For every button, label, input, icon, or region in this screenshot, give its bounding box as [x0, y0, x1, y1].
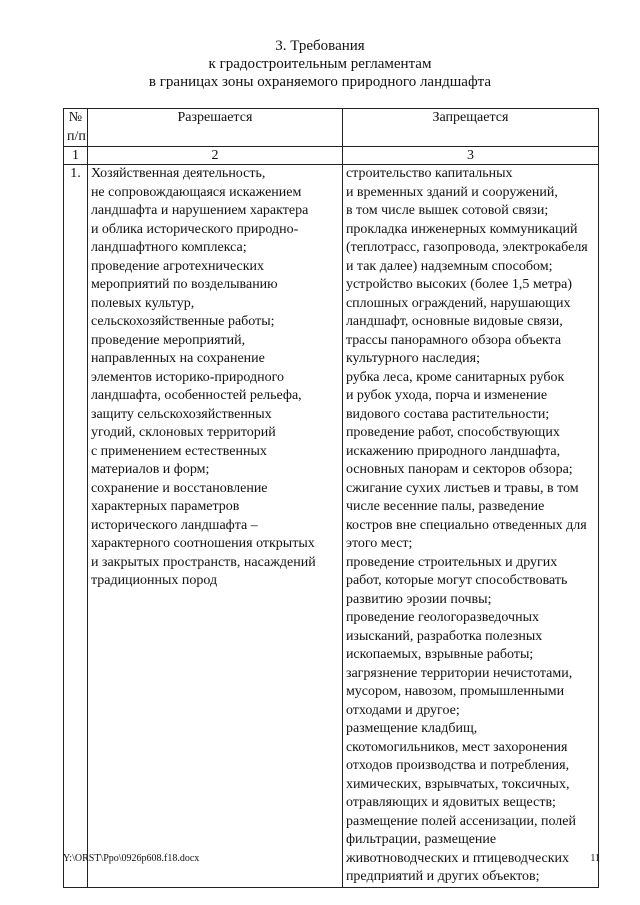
- document-title: [0, 37, 640, 91]
- allowed-cell: [87, 165, 342, 888]
- forbidden-text-line: отходов производства и потребления,: [345, 758, 570, 773]
- forbidden-text-line: и рубок ухода, порча и изменение: [345, 388, 548, 403]
- table-header-row: [64, 109, 599, 147]
- forbidden-text-line: размещение полей ассенизации, полей: [345, 813, 576, 829]
- forbidden-text-line: мусором, навозом, промышленными: [345, 684, 565, 699]
- forbidden-text-line: фильтрации, размещение: [345, 832, 497, 847]
- allowed-text-line: защиту сельскохозяйственных: [90, 406, 272, 422]
- allowed-text-line: Хозяйственная деятельность,: [90, 166, 266, 181]
- forbidden-text-line: скотомогильников, мест захоронения: [345, 739, 568, 755]
- forbidden-text-line: ископаемых, взрывные работы;: [345, 647, 534, 662]
- forbidden-text-line: животноводческих и птицеводческих: [345, 850, 570, 866]
- forbidden-text-line: костров вне специально отведенных для: [345, 517, 587, 533]
- forbidden-text-line: строительство капитальных: [345, 166, 513, 181]
- allowed-text-line: с применением естественных: [90, 443, 267, 459]
- allowed-text-line: элементов историко-природного: [90, 369, 284, 385]
- forbidden-text-line: химических, взрывчатых, токсичных,: [345, 776, 570, 792]
- title-line-3: в границах зоны охраняемого природного ландшафта: [148, 74, 492, 90]
- header-number: № п/п: [64, 109, 88, 147]
- allowed-text-line: материалов и форм;: [90, 462, 210, 477]
- forbidden-text-line: размещение кладбищ,: [345, 721, 478, 736]
- forbidden-text-line: основных панорам и секторов обзора;: [345, 462, 573, 477]
- forbidden-text-line: трассы панорамного обзора объекта: [345, 332, 562, 348]
- allowed-text-line: направленных на сохранение: [90, 351, 265, 366]
- forbidden-text-line: изысканий, разработка полезных: [345, 628, 543, 644]
- forbidden-text-line: сплошных ограждений, нарушающих: [345, 295, 571, 311]
- forbidden-text-line: загрязнение территории нечистотами,: [345, 665, 573, 681]
- forbidden-text-line: проведение строительных и других: [345, 554, 558, 570]
- forbidden-text-line: искажению природного ландшафта,: [345, 443, 561, 459]
- allowed-text-line: характерного соотношения открытых: [90, 536, 315, 551]
- allowed-text-line: традиционных пород: [90, 573, 218, 588]
- forbidden-text-line: (теплотрасс, газопровода, электрокабеля: [345, 240, 588, 255]
- forbidden-text-line: проведение геологоразведочных: [345, 610, 539, 625]
- header-allowed: Разрешается: [87, 109, 342, 147]
- forbidden-text-line: отходами и другое;: [345, 702, 460, 718]
- forbidden-text-line: культурного наследия;: [345, 351, 480, 366]
- column-number-3: 3: [342, 147, 598, 165]
- column-number-1: 1: [64, 147, 88, 165]
- column-number-2: 2: [87, 147, 342, 165]
- forbidden-text-line: предприятий и других объектов;: [345, 869, 540, 884]
- requirements-table: [63, 108, 599, 888]
- forbidden-text-line: видового состава растительности;: [345, 406, 550, 422]
- forbidden-text-line: в том числе вышек сотовой связи;: [345, 203, 549, 218]
- allowed-text-line: проведение агротехнических: [90, 258, 265, 274]
- allowed-text-line: и облика исторического природно-: [90, 221, 299, 237]
- allowed-text-line: ландшафта и нарушением характера: [90, 203, 309, 218]
- forbidden-text-line: и временных зданий и сооружений,: [345, 184, 558, 200]
- forbidden-text-line: прокладка инженерных коммуникаций: [345, 221, 578, 237]
- forbidden-text-line: отравляющих и ядовитых веществ;: [345, 795, 556, 810]
- allowed-text-line: полевых культур,: [90, 295, 195, 311]
- title-line-2: к градостроительным регламентам: [208, 56, 432, 72]
- forbidden-text-line: ландшафт, основные видовые связи,: [345, 314, 563, 329]
- allowed-text-line: характерных параметров: [90, 499, 240, 514]
- forbidden-text-line: числе весенние палы, разведение: [345, 499, 545, 514]
- forbidden-text-line: сжигание сухих листьев и травы, в том: [345, 480, 579, 496]
- forbidden-text-line: работ, которые могут способствовать: [345, 573, 568, 588]
- allowed-text-line: проведение мероприятий,: [90, 332, 246, 348]
- row-number: 1.: [64, 165, 88, 888]
- column-number-row: [64, 147, 599, 165]
- allowed-text-line: сохранение и восстановление: [90, 480, 268, 496]
- allowed-text-line: ландшафтного комплекса;: [90, 240, 247, 255]
- allowed-text-line: и закрытых пространств, насаждений: [90, 554, 316, 570]
- footer-page-number: 11: [590, 853, 600, 864]
- allowed-text-line: ландшафта, особенностей рельефа,: [90, 388, 302, 403]
- forbidden-text-line: устройство высоких (более 1,5 метра): [345, 277, 573, 292]
- header-forbidden: Запрещается: [342, 109, 598, 147]
- forbidden-text-line: проведение работ, способствующих: [345, 425, 560, 440]
- forbidden-text-line: рубка леса, кроме санитарных рубок: [345, 369, 565, 385]
- footer-file-path: Y:\ORST\Ppo\0926p608.f18.docx: [63, 853, 200, 864]
- allowed-text-line: сельскохозяйственные работы;: [90, 314, 275, 329]
- forbidden-text-line: развитию эрозии почвы;: [345, 591, 492, 607]
- forbidden-cell: [342, 165, 598, 888]
- allowed-text-line: исторического ландшафта –: [90, 517, 258, 533]
- allowed-text-line: мероприятий по возделыванию: [90, 277, 278, 292]
- table-row: [64, 165, 599, 888]
- allowed-text-line: угодий, склоновых территорий: [90, 425, 276, 440]
- forbidden-text-line: и так далее) надземным способом;: [345, 258, 553, 274]
- forbidden-text-line: этого мест;: [345, 536, 413, 551]
- allowed-text-line: не сопровождающаяся искажением: [90, 184, 302, 200]
- title-line-1: 3. Требования: [275, 38, 365, 54]
